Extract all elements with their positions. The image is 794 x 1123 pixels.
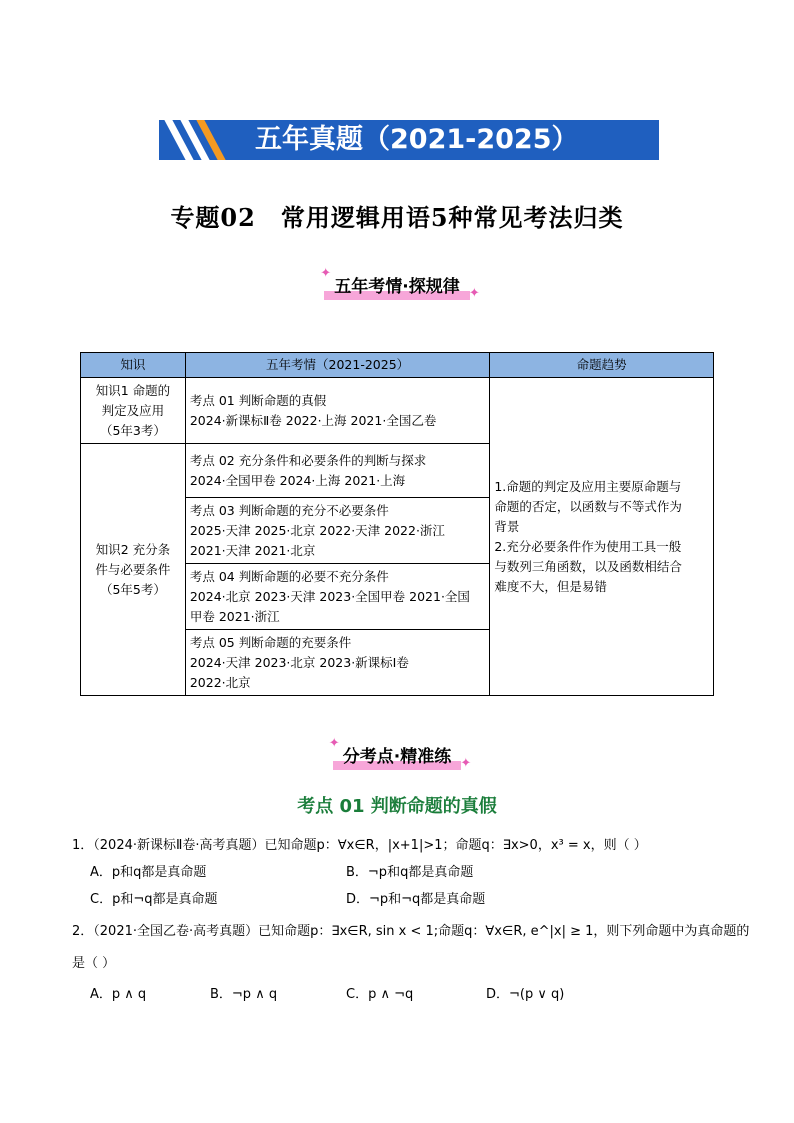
q2-option-c: C．p ∧ ¬q bbox=[346, 987, 414, 1002]
point-05-cell: 考点 05 判断命题的充要条件 2024·天津 2023·北京 2023·新课标Ⅰ卷 2022·北京 bbox=[185, 630, 490, 696]
header-five-year: 五年考情（2021-2025） bbox=[185, 353, 490, 378]
trend-cell: 1.命题的判定及应用主要原命题与 命题的否定，以函数与不等式作为 背景 2.充分必要条件作为使用工具一般 与数列三角函数，以及函数相结合 难度不大，但是易错 bbox=[490, 378, 714, 696]
title-banner bbox=[159, 120, 659, 160]
section-heading-text: 分考点·精准练 bbox=[342, 747, 452, 767]
kaodian-title: 考点 01 判断命题的真假 bbox=[297, 796, 497, 817]
sparkle-icon: ✦ bbox=[468, 286, 480, 301]
question-2-stem: 2．（2021·全国乙卷·高考真题）已知命题p：∃x∈R, sin x < 1;命题q：∀x∈R, e^|x| ≥ 1，则下列命题中为真命题的 bbox=[72, 924, 750, 939]
section-heading-practice bbox=[0, 736, 794, 771]
exam-trend-table bbox=[80, 352, 714, 696]
point-03-cell: 考点 03 判断命题的充分不必要条件 2025·天津 2025·北京 2022·天津 2022·浙江 2021·天津 2021·北京 bbox=[185, 498, 490, 564]
q1-option-d: D．¬p和¬q都是真命题 bbox=[346, 892, 486, 907]
section-heading-text: 五年考情·探规律 bbox=[334, 277, 460, 297]
header-trend: 命题趋势 bbox=[490, 353, 714, 378]
q2-option-a: A．p ∧ q bbox=[90, 987, 147, 1002]
sparkle-icon: ✦ bbox=[460, 756, 472, 771]
knowledge-2-cell: 知识2 充分条 件与必要条件 （5年5考） bbox=[81, 444, 186, 696]
question-2-stem-cont: 是（ ） bbox=[72, 956, 116, 971]
header-knowledge: 知识 bbox=[81, 353, 186, 378]
q2-option-d: D．¬(p ∨ q) bbox=[486, 987, 565, 1002]
q1-option-a: A．p和q都是真命题 bbox=[90, 865, 207, 880]
section-heading-trends bbox=[0, 266, 794, 301]
sparkle-icon: ✦ bbox=[328, 736, 340, 751]
q1-option-c: C．p和¬q都是真命题 bbox=[90, 892, 218, 907]
knowledge-1-cell: 知识1 命题的 判定及应用 （5年3考） bbox=[81, 378, 186, 444]
q1-option-b: B．¬p和q都是真命题 bbox=[346, 865, 474, 880]
banner-title: 五年真题（2021-2025） bbox=[255, 124, 579, 155]
point-04-cell: 考点 04 判断命题的必要不充分条件 2024·北京 2023·天津 2023·全国甲卷 2021·全国 甲卷 2021·浙江 bbox=[185, 564, 490, 630]
question-1-stem: 1．（2024·新课标Ⅱ卷·高考真题）已知命题p：∀x∈R，|x+1|>1；命题q：∃x>0，x³ = x，则（ ） bbox=[72, 838, 647, 853]
sparkle-icon: ✦ bbox=[320, 266, 332, 281]
point-02-cell: 考点 02 充分条件和必要条件的判断与探求 2024·全国甲卷 2024·上海 2021·上海 bbox=[185, 444, 490, 498]
q2-option-b: B．¬p ∧ q bbox=[210, 987, 278, 1002]
point-01-cell: 考点 01 判断命题的真假 2024·新课标Ⅱ卷 2022·上海 2021·全国乙卷 bbox=[185, 378, 490, 444]
main-title: 专题02 常用逻辑用语5种常见考法归类 bbox=[170, 203, 624, 232]
